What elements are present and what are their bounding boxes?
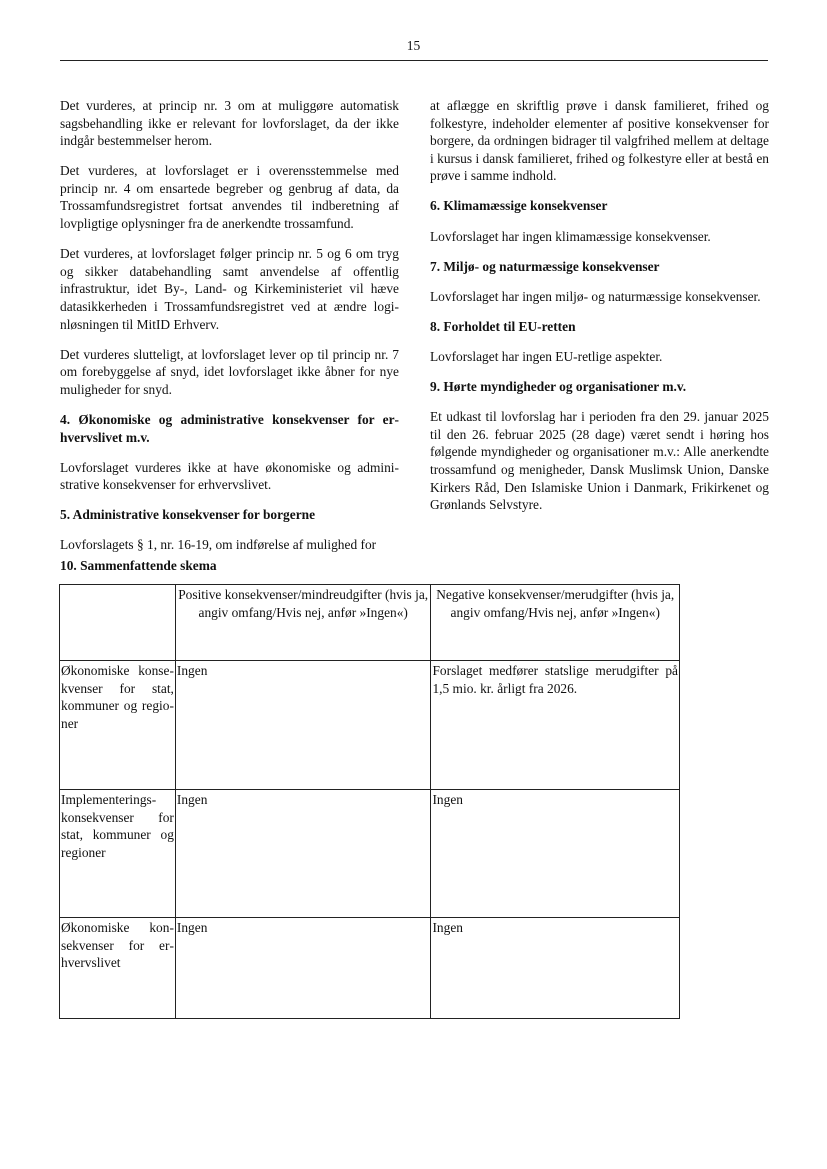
header-negative: Negative konsekvenser/merudgifter (hvis ja, angiv omfang/Hvis nej, anfør »Ingen«) <box>431 585 680 661</box>
section-heading-8: 8. Forholdet til EU-retten <box>430 318 576 334</box>
negative-cell: Forslaget medfører statslige merudgifter på 1,5 mio. kr. årligt fra 2026. <box>431 661 680 790</box>
positive-cell: Ingen <box>175 790 431 918</box>
paragraph: Lovforslagets § 1, nr. 16-19, om indførelse af mulighed for <box>60 537 377 553</box>
section-heading-4: 4. Økonomiske og administrative konsekvenser for erhvervslivet m.v. <box>60 411 399 445</box>
positive-cell: Ingen <box>175 918 431 1019</box>
table-header-row <box>60 585 680 661</box>
table-row <box>60 790 680 918</box>
section-heading-7: 7. Miljø- og naturmæssige konsekvenser <box>430 258 660 274</box>
paragraph: Lovforslaget har ingen EU-retlige aspekter. <box>430 348 663 364</box>
negative-cell: Ingen <box>431 918 680 1019</box>
paragraph: Det vurderes slutteligt, at lovforslaget lever op til princip nr. 7 om forebyggelse af snyd, idet lovforslaget ikke åbner for nye muligheder for snyd. <box>60 346 399 397</box>
paragraph: Et udkast til lovforslag har i perioden fra den 29. januar 2025 til den 26. februar 2025 (28 dage) været sendt i høring hos følgende myndigheder og organisationer m.v.: Alle anerkendte trossamfund og menigheder, Dansk Muslimsk Union, Danske Kirkers Råd, Den Islamiske Union i Danmark, Frikirkenet og Grønlands Selvstyre. <box>430 409 769 513</box>
row-label: Implementeringskonsekvenser for stat, kommuner og regioner <box>60 790 176 918</box>
section-heading-9: 9. Hørte myndigheder og organisationer m.v. <box>430 379 687 395</box>
paragraph: Det vurderes, at princip nr. 3 om at muliggøre automatisk sagsbehandling ikke er relevant for lovforslaget, da der ikke indgår bestemmelser herom. <box>60 98 399 149</box>
header-blank-cell <box>60 585 176 661</box>
section-heading-6: 6. Klimamæssige konsekvenser <box>430 198 608 214</box>
paragraph: Det vurderes, at lovforslaget følger princip nr. 5 og 6 om tryg og sikker databehandling samt anvendelse af offentlig infrastruktur, idet By-, Land- og Kirkeministeriet vil hæve datasikkerheden i Trossamfundsregistret ved at ændre loginløsningen til MitID Erhverv. <box>60 246 399 332</box>
row-label: Økonomiske konsekvenser for stat, kommuner og regioner <box>60 661 176 790</box>
row-label: Økonomiske konsekvenser for erhvervslivet <box>60 918 176 1019</box>
paragraph: Lovforslaget har ingen klimamæssige konsekvenser. <box>430 228 711 244</box>
summary-table <box>59 584 680 1019</box>
paragraph: at aflægge en skriftlig prøve i dansk familieret, frihed og folkestyre, indeholder elementer af positive konsekvenser for borgere, da ordningen bidrager til valgfrihed mellem at deltage i kursus i dansk familieret, frihed og folkestyre eller at bestå en prøve i samme indhold. <box>430 98 769 184</box>
table-row <box>60 918 680 1019</box>
section-heading-5: 5. Administrative konsekvenser for borgerne <box>60 507 316 523</box>
left-column <box>60 97 399 566</box>
positive-cell: Ingen <box>175 661 431 790</box>
header-positive: Positive konsekvenser/mindreudgifter (hvis ja, angiv omfang/Hvis nej, anfør »Ingen«) <box>175 585 431 661</box>
paragraph: Lovforslaget vurderes ikke at have økonomiske og administrative konsekvenser for erhvervslivet. <box>60 459 399 493</box>
negative-cell: Ingen <box>431 790 680 918</box>
header-rule <box>60 60 768 61</box>
table-row <box>60 661 680 790</box>
right-column <box>430 97 769 526</box>
paragraph: Det vurderes, at lovforslaget er i overensstemmelse med princip nr. 4 om ensartede begreber og genbrug af data, da Trossamfundsregistret fortsat anvendes til indberetning af lovpligtige oplysninger fra de anerkendte trossamfund. <box>60 163 399 232</box>
paragraph: Lovforslaget har ingen miljø- og naturmæssige konsekvenser. <box>430 288 761 304</box>
schema-title: 10. Sammenfattende skema <box>60 558 217 573</box>
page-number: 15 <box>406 38 421 53</box>
